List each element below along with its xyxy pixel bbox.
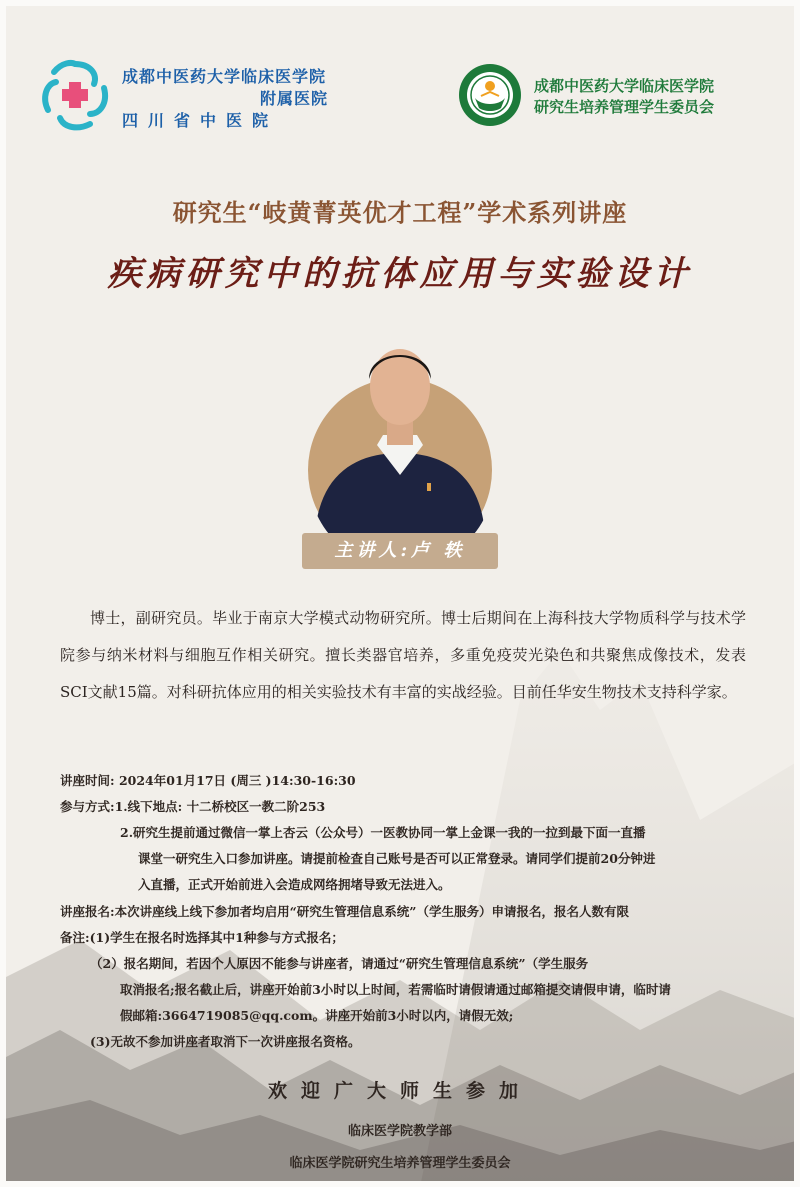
- organizer-student-committee: 临床医学院研究生培养管理学生委员会: [289, 1156, 511, 1171]
- attendance-method-1: 参与方式:1.线下地点: 十二桥校区一教二阶253: [60, 799, 326, 814]
- hospital-logo-icon: [38, 58, 112, 132]
- hospital-name-line3: 四川省中医院: [122, 111, 279, 130]
- attendance-method-2c: 入直播，正式开始前进入会造成网络拥堵导致无法进入。: [138, 877, 451, 892]
- lecture-title: 疾病研究中的抗体应用与实验设计: [107, 254, 693, 294]
- note-3: (3)无故不参加讲座者取消下一次讲座报名资格。: [90, 1034, 361, 1049]
- note-2a: （2）报名期间，若因个人原因不能参与讲座者，请通过“研究生管理信息系统”（学生服务: [90, 956, 589, 971]
- student-union-line1: 成都中医药大学临床医学院: [534, 77, 715, 95]
- hospital-name: [122, 66, 328, 132]
- hospital-name-line1: 成都中医药大学临床医学院: [122, 67, 327, 86]
- student-union-name: [534, 76, 714, 118]
- hospital-name-line2: 附属医院: [260, 89, 329, 108]
- registration-info: 讲座报名:本次讲座线上线下参加者均启用“研究生管理信息系统”（学生服务）申请报名，报名人数有限: [60, 904, 629, 919]
- speaker-badge: 主讲人:卢 轶: [302, 533, 498, 569]
- student-union-line2: 研究生培养管理学生委员会: [534, 98, 715, 116]
- attendance-method-2b: 课堂一研究生入口参加讲座。请提前检查自己账号是否可以正常登录。请同学们提前20分钟进: [138, 851, 656, 866]
- student-union-logo-icon: [457, 62, 523, 128]
- welcome-text: 欢迎广大师生参加: [267, 1080, 532, 1102]
- note-2c: 假邮箱:3664719085@qq.com。讲座开始前3小时以内，请假无效;: [120, 1008, 514, 1023]
- speaker-photo: [305, 325, 495, 535]
- lecture-time: 讲座时间: 2024年01月17日 (周三 )14:30-16:30: [60, 773, 356, 788]
- note-2b: 取消报名;报名截止后，讲座开始前3小时以上时间，若需临时请假请通过邮箱提交请假申请，临时请: [120, 982, 671, 997]
- note-1: 备注:(1)学生在报名时选择其中1种参与方式报名；: [60, 930, 344, 945]
- attendance-method-2a: 2.研究生提前通过微信一掌上杏云（公众号）一医教协同一掌上金课一我的一拉到最下面一直播: [120, 825, 646, 840]
- speaker-bio: 博士，副研究员。毕业于南京大学模式动物研究所。博士后期间在上海科技大学物质科学与技术学院参与纳米材料与细胞互作相关研究。擅长类器官培养，多重免疫荧光染色和共聚焦成像技术，发表SCI文献15篇。对科研抗体应用的相关实验技术有丰富的实战经验。目前任华安生物技术支持科学家。: [60, 609, 746, 701]
- organizer-teaching-dept: 临床医学院教学部: [347, 1124, 452, 1139]
- series-title: 研究生“岐黄菁英优才工程”学术系列讲座: [172, 198, 628, 227]
